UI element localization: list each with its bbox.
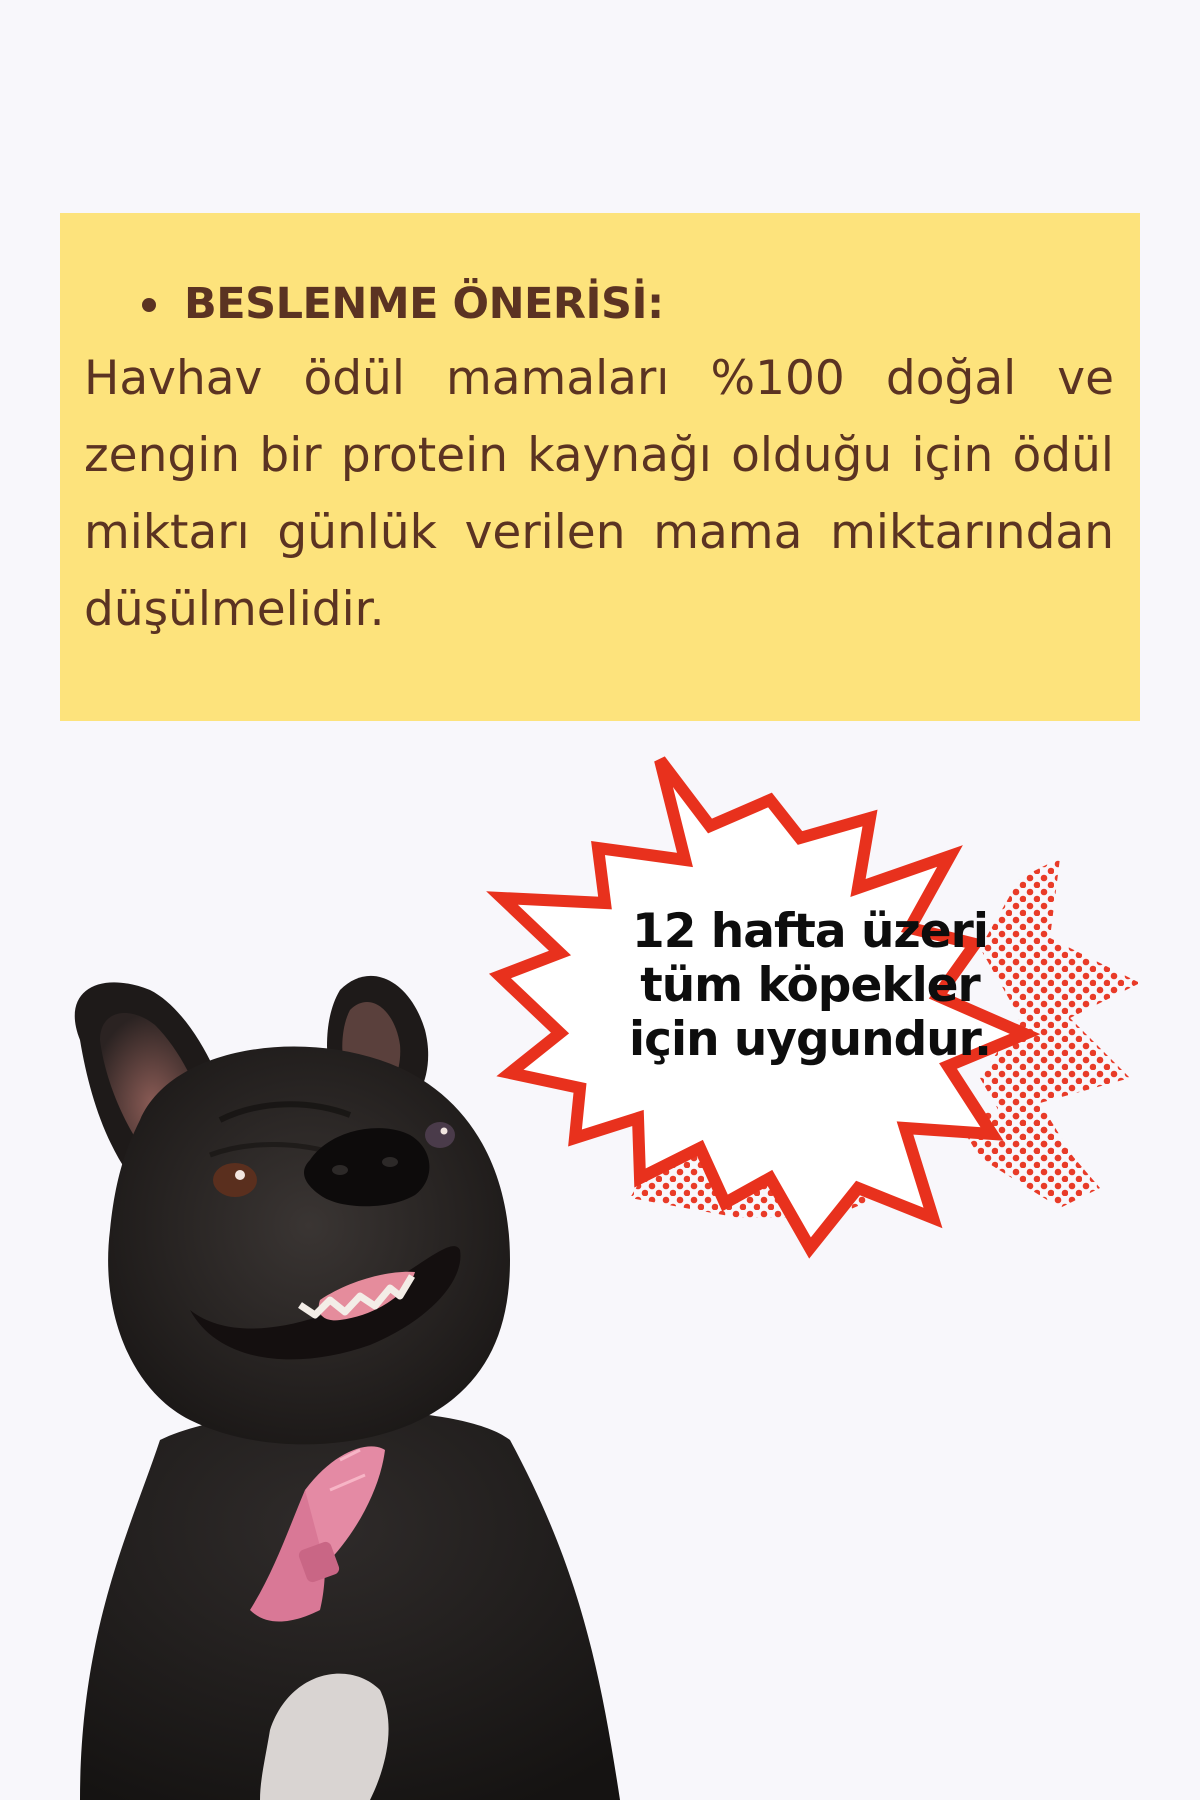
- panel-heading: BESLENME ÖNERİSİ:: [184, 279, 664, 329]
- heading-row: [142, 279, 1114, 329]
- burst-text: [600, 905, 1020, 1067]
- panel-body-text: Havhav ödül mamaları %100 doğal ve zengin bir protein kaynağı olduğu için ödül miktarı günlük verilen mama miktarından düşülmelidir.: [84, 351, 1114, 637]
- burst-line-3: için uygundur.: [629, 1012, 991, 1067]
- bullet-icon: [142, 298, 156, 312]
- burst-line-1: 12 hafta üzeri: [632, 904, 988, 959]
- french-bulldog-image: [40, 970, 660, 1800]
- dog-left-eye: [213, 1163, 257, 1197]
- nutrition-info-panel: [60, 213, 1140, 721]
- dog-right-eye: [425, 1122, 455, 1148]
- burst-line-2: tüm köpekler: [640, 958, 980, 1013]
